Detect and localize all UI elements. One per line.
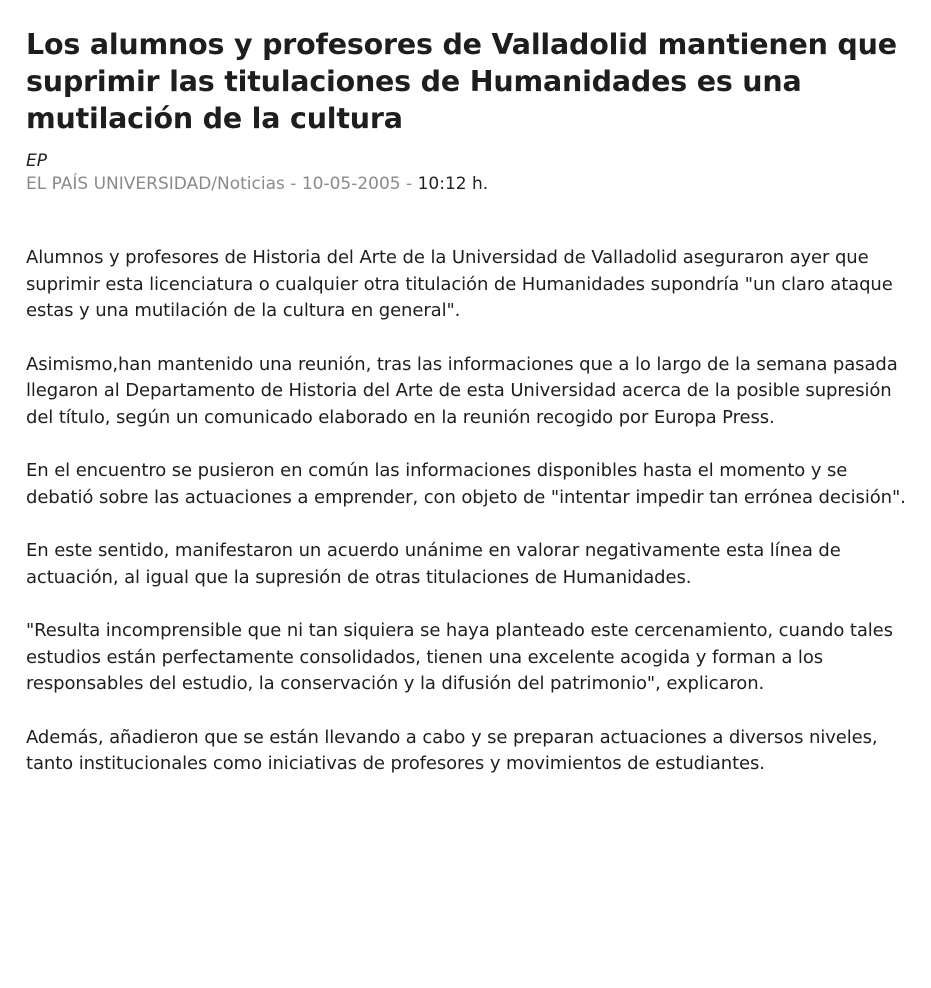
article-paragraph-2: Asimismo,han mantenido una reunión, tras las informaciones que a lo largo de la semana pasada llegaron al Departamento de Historia del Arte de esta Universidad acerca de la posible supresión del título, según un comunicado elaborado en la reunión recogido por Europa Press. xyxy=(26,353,898,428)
article-byline xyxy=(26,173,906,195)
article-paragraph-1: Alumnos y profesores de Historia del Arte de la Universidad de Valladolid aseguraron ayer que suprimir esta licenciatura o cualquier otra titulación de Humanidades supondría "un claro ataque estas y una mutilación de la cultura en general". xyxy=(26,247,893,321)
article-headline: Los alumnos y profesores de Valladolid mantienen que suprimir las titulaciones de Humanidades es una mutilación de la cultura xyxy=(26,28,897,135)
article-paragraph-5: "Resulta incomprensible que ni tan siquiera se haya planteado este cercenamiento, cuando tales estudios están perfectamente consolidados, tienen una excelente acogida y forman a los responsables del estudio, la conservación y la difusión del patrimonio", explicaron. xyxy=(26,620,893,694)
byline-separator-2: - xyxy=(400,174,418,194)
article-paragraph-4: En este sentido, manifestaron un acuerdo unánime en valorar negativamente esta línea de actuación, al igual que la supresión de otras titulaciones de Humanidades. xyxy=(26,540,841,588)
byline-section: EL PAÍS UNIVERSIDAD/Noticias xyxy=(26,174,285,194)
byline-separator-1: - xyxy=(284,174,302,194)
article-paragraph-3: En el encuentro se pusieron en común las informaciones disponibles hasta el momento y se debatió sobre las actuaciones a emprender, con objeto de "intentar impedir tan errónea decisión". xyxy=(26,460,906,508)
article-source: EP xyxy=(26,151,47,171)
article-body xyxy=(26,245,906,778)
byline-time: 10:12 h. xyxy=(417,174,489,194)
news-article xyxy=(26,26,906,805)
byline-date: 10-05-2005 xyxy=(301,174,401,194)
article-paragraph-6: Además, añadieron que se están llevando a cabo y se preparan actuaciones a diversos niveles, tanto institucionales como iniciativas de profesores y movimientos de estudiantes. xyxy=(26,726,878,774)
